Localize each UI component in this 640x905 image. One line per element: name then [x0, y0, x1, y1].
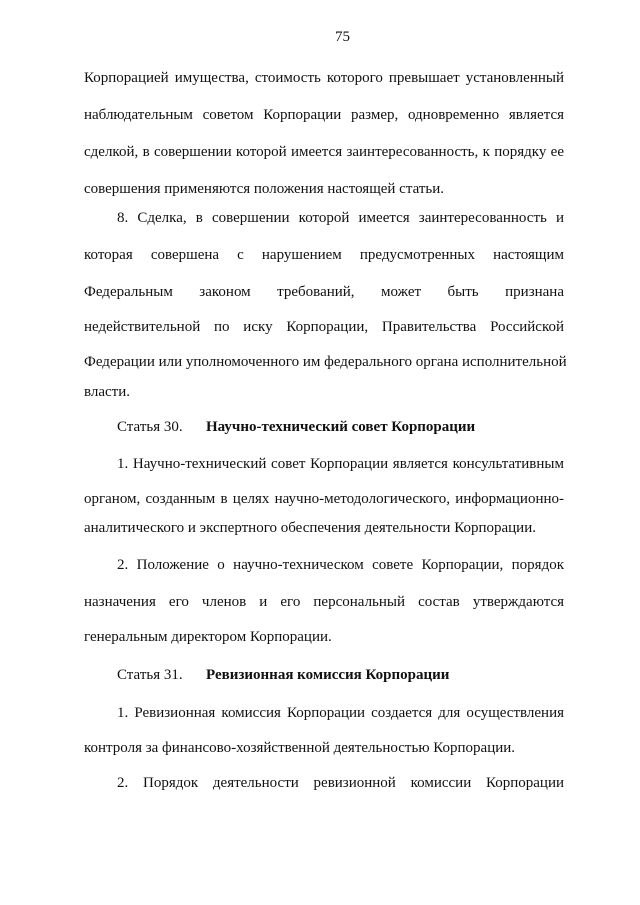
- text-line: власти.: [84, 384, 131, 400]
- text-line: генеральным директором Корпорации.: [84, 629, 332, 645]
- text-line: Корпорацией имущества, стоимость которого превышает установленный: [84, 70, 564, 86]
- text-line: 8. Сделка, в совершении которой имеется заинтересованность и: [117, 210, 564, 226]
- text-line: недействительной по иску Корпорации, Правительства Российской: [84, 319, 564, 335]
- text-line: 2. Порядок деятельности ревизионной комиссии Корпорации: [117, 775, 564, 791]
- article-number: Статья 30.: [117, 419, 183, 435]
- text-line: совершения применяются положения настоящей статьи.: [84, 181, 445, 197]
- article-number: Статья 31.: [117, 667, 183, 683]
- article-heading: [117, 665, 449, 685]
- text-line: аналитического и экспертного обеспечения деятельности Корпорации.: [84, 520, 536, 536]
- article-title: Ревизионная комиссия Корпорации: [206, 667, 450, 683]
- page-number: 75: [335, 29, 350, 45]
- article-title: Научно-технический совет Корпорации: [206, 419, 476, 435]
- text-line: которая совершена с нарушением предусмотренных настоящим: [84, 247, 564, 263]
- text-line: 1. Ревизионная комиссия Корпорации создается для осуществления: [117, 705, 564, 721]
- text-line: органом, созданным в целях научно-методологического, информационно-: [84, 491, 564, 507]
- text-line: Федерации или уполномоченного им федерального органа исполнительной: [84, 354, 567, 370]
- text-line: 1. Научно-технический совет Корпорации является консультативным: [117, 456, 564, 472]
- text-line: 2. Положение о научно-техническом совете Корпорации, порядок: [117, 557, 564, 573]
- text-line: назначения его членов и его персональный состав утверждаются: [84, 594, 564, 610]
- text-line: сделкой, в совершении которой имеется заинтересованность, к порядку ее: [84, 144, 564, 160]
- text-line: Федеральным законом требований, может быть признана: [84, 284, 564, 300]
- article-heading: [117, 417, 475, 437]
- text-line: контроля за финансово-хозяйственной деятельностью Корпорации.: [84, 740, 516, 756]
- text-line: наблюдательным советом Корпорации размер, одновременно является: [84, 107, 564, 123]
